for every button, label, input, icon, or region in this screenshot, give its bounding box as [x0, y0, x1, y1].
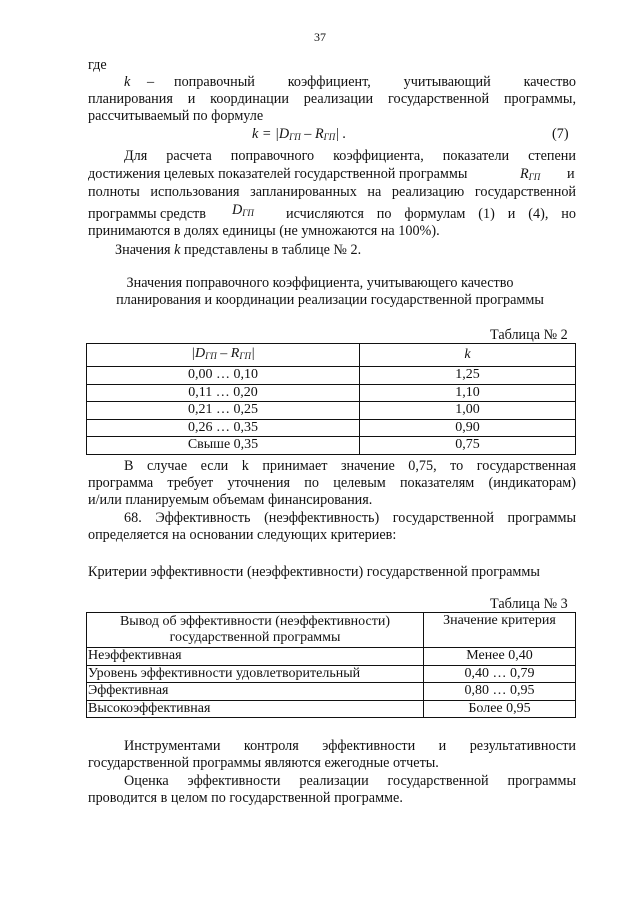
table-cell: Свыше 0,35: [87, 437, 360, 455]
k-definition-line-1: поправочный коэффициент, учитывающий качество: [174, 74, 576, 90]
table-row: [87, 367, 576, 385]
symbol-r-gp: $R_{ГП}$: [520, 166, 541, 182]
para1-line-3: полноты использования запланированных на реализацию государственной: [88, 184, 576, 200]
para6-line-1: Оценка эффективности реализации государственной программы: [124, 773, 576, 789]
table-row: [87, 419, 576, 437]
table2-header-row: [87, 344, 576, 367]
table-cell: Неэффективная: [87, 648, 424, 666]
table2-label: Таблица № 2: [490, 327, 568, 343]
k-definition-line-3: рассчитываемый по формуле: [88, 108, 264, 124]
table3-header-value: Значение критерия: [424, 613, 576, 648]
table-cell: 1,10: [360, 384, 576, 402]
where-word: где: [88, 57, 107, 73]
table-row: [87, 683, 576, 701]
para5-line-1: Инструментами контроля эффективности и результативности: [124, 738, 576, 754]
para1-line-4b: исчисляются по формулам (1) и (4), но: [286, 206, 576, 222]
table-cell: Эффективная: [87, 683, 424, 701]
table-cell: 0,21 … 0,25: [87, 402, 360, 420]
para4-line-1: 68. Эффективность (неэффективность) государственной программы: [124, 510, 576, 526]
para3-line-2: программа требует уточнения по целевым показателям (индикаторам): [88, 475, 576, 491]
table3-header-row: [87, 613, 576, 648]
table2-header-diff: $|D_{ГП} - R_{ГП}|$: [87, 344, 360, 367]
table-cell: Более 0,95: [424, 700, 576, 718]
para3-line-3: и/или планируемым объемам финансирования.: [88, 492, 373, 508]
para3-line-1: В случае если k принимает значение 0,75, то государственная: [124, 458, 576, 474]
para1-line-4a: программы средств: [88, 206, 206, 222]
table2-header-k: k: [360, 344, 576, 367]
table3-header-conclusion: Вывод об эффективности (неэффективности) государственной программы: [87, 613, 424, 648]
table3-caption: Критерии эффективности (неэффективности) государственной программы: [88, 564, 540, 580]
table-row: [87, 402, 576, 420]
para1-line-5: принимаются в долях единицы (не умножаются на 100%).: [88, 223, 440, 239]
table-cell: 0,00 … 0,10: [87, 367, 360, 385]
table-cell: 1,25: [360, 367, 576, 385]
para1-line-2b: и: [567, 166, 575, 182]
table-cell: 0,90: [360, 419, 576, 437]
formula-7: $k = |D_{ГП} - R_{ГП}|$ .: [252, 126, 347, 142]
table-cell: 0,40 … 0,79: [424, 665, 576, 683]
table2-caption-line-1: Значения поправочного коэффициента, учитывающего качество: [126, 275, 514, 291]
k-definition-line-2: планирования и координации реализации государственной программы,: [88, 91, 576, 107]
formula-number: (7): [552, 126, 569, 142]
para6-line-2: проводится в целом по государственной программе.: [88, 790, 403, 806]
table-row: [87, 700, 576, 718]
table2-caption-line-2: планирования и координации реализации государственной программы: [116, 292, 544, 308]
para4-line-2: определяется на основании следующих критериев:: [88, 527, 397, 543]
table-cell: Высокоэффективная: [87, 700, 424, 718]
table-row: [87, 665, 576, 683]
table-cell: Менее 0,40: [424, 648, 576, 666]
para1-line-1: Для расчета поправочного коэффициента, показатели степени: [124, 148, 576, 164]
table3-label: Таблица № 3: [490, 596, 568, 612]
k-dash: –: [147, 74, 155, 90]
table-3: [86, 612, 576, 718]
table-cell: 1,00: [360, 402, 576, 420]
para1-line-2a: достижения целевых показателей государственной программы: [88, 166, 468, 182]
k-symbol: k: [124, 74, 131, 90]
table-cell: 0,26 … 0,35: [87, 419, 360, 437]
table-cell: Уровень эффективности удовлетворительный: [87, 665, 424, 683]
table-cell: 0,11 … 0,20: [87, 384, 360, 402]
table-row: [87, 384, 576, 402]
table-2: [86, 343, 576, 455]
symbol-d-gp: $D_{ГП}$: [232, 202, 254, 218]
table-cell: 0,80 … 0,95: [424, 683, 576, 701]
table-cell: 0,75: [360, 437, 576, 455]
table-row: [87, 648, 576, 666]
para5-line-2: государственной программы являются ежегодные отчеты.: [88, 755, 439, 771]
para2: Значения k представлены в таблице № 2.: [115, 242, 362, 258]
page-number: 37: [314, 30, 326, 44]
table-row: [87, 437, 576, 455]
